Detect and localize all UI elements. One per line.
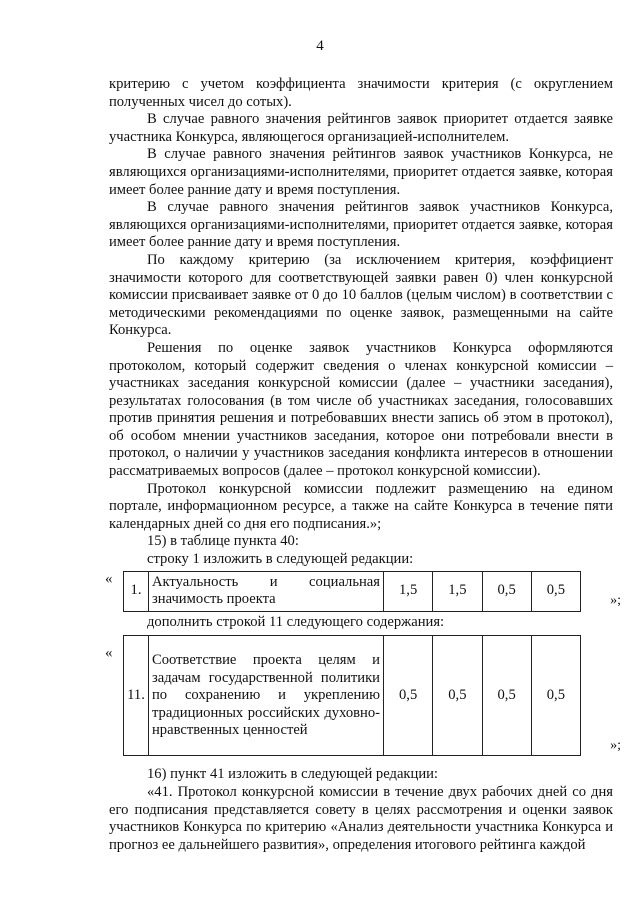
paragraph: критерию с учетом коэффициента значимости критерия (с округлением полученных чисел до сотых). <box>109 76 613 110</box>
criterion-value: 0,5 <box>384 636 433 756</box>
paragraph: В случае равного значения рейтингов заявок участников Конкурса, являющихся организациями-исполнителями, приоритет отдается заявке, которая имеет более ранние дату и время поступления. <box>109 199 613 251</box>
close-quote: »; <box>610 593 621 609</box>
paragraph: «41. Протокол конкурсной комиссии в течение двух рабочих дней со дня его подписания представляется совету в целях рассмотрения и оценки заявок участников Конкурса по критерию «Анализ деятельности участника Конкурса и прогноз ее дальнейшего развития», определения итогового рейтинга каждой <box>109 784 613 853</box>
criterion-value: 0,5 <box>433 636 482 756</box>
close-quote: »; <box>610 737 621 753</box>
page-number: 4 <box>316 38 324 54</box>
document-body <box>105 76 621 854</box>
paragraph: В случае равного значения рейтингов заявок приоритет отдается заявке участника Конкурса, являющегося организацией-исполнителем. <box>109 111 613 145</box>
row-number: 11. <box>124 636 149 756</box>
paragraph: Протокол конкурсной комиссии подлежит размещению на едином портале, информационном ресурсе, а также на сайте Конкурса в течение пяти календарных дней со дня его подписания.»; <box>109 480 613 532</box>
open-quote: « <box>105 645 113 662</box>
criterion-title: Соответствие проекта целям и задачам государственной политики по сохранению и укреплению традиционных российских духовно-нравственных ценностей <box>149 636 384 756</box>
paragraph: дополнить строкой 11 следующего содержания: <box>147 613 445 630</box>
criterion-value: 1,5 <box>384 571 433 611</box>
paragraph: По каждому критерию (за исключением критерия, коэффициент значимости которого для соответствующей заявки равен 0) член конкурсной комиссии присваивает заявке от 0 до 10 баллов (целым числом) в соответствии с методическими рекомендациями по оценке заявок, размещенными на сайте Конкурса. <box>109 251 613 339</box>
paragraph: 16) пункт 41 изложить в следующей редакции: <box>147 766 438 783</box>
criterion-value: 0,5 <box>482 571 531 611</box>
criterion-title: Актуальность и социальная значимость проекта <box>149 571 384 611</box>
criterion-value: 1,5 <box>433 571 482 611</box>
criterion-value: 0,5 <box>482 636 531 756</box>
criterion-value: 0,5 <box>531 636 580 756</box>
paragraph: В случае равного значения рейтингов заявок участников Конкурса, не являющихся организациями-исполнителями, приоритет отдается заявке, которая имеет более ранние дату и время поступления. <box>109 146 613 198</box>
table-row-11-block <box>105 635 621 756</box>
criterion-value: 0,5 <box>531 571 580 611</box>
criteria-table-row-1 <box>123 571 581 612</box>
paragraph: Решения по оценке заявок участников Конкурса оформляются протоколом, который содержит сведения о членах конкурсной комиссии – участниках заседания конкурсной комиссии (далее – участники заседания), результатах голосования (в том числе об участниках заседания, голосовавших против принятия решения и потребовавших внести запись об этом в протокол), об особом мнении участников заседания, которое они потребовали внести в протокол, о наличии у участников заседания конфликта интересов в отношении рассматриваемых вопросов (далее – протокол конкурсной комиссии). <box>109 339 613 480</box>
paragraph: строку 1 изложить в следующей редакции: <box>147 551 414 568</box>
paragraph: 15) в таблице пункта 40: <box>147 533 299 550</box>
criteria-table-row-11 <box>123 635 581 756</box>
row-number: 1. <box>124 571 149 611</box>
open-quote: « <box>105 570 113 587</box>
table-row-1-block <box>105 570 621 612</box>
